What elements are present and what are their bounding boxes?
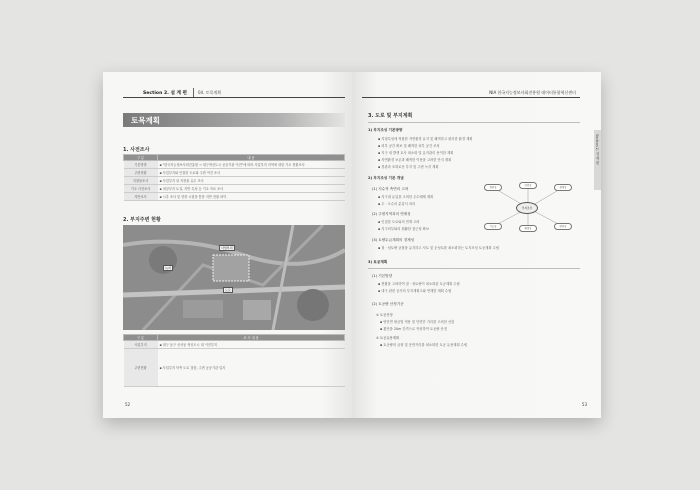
- sub2a-heading: (1) 지수적 측면의 고려: [372, 187, 409, 191]
- sub3a-heading: (1) 기본방향: [372, 274, 393, 278]
- table-cell-value: ▪ 사업부지 북측 도로 접함, 주변 공공기관 입지: [158, 349, 345, 387]
- right-page: [352, 72, 601, 418]
- list-item: ▪ 인접한 도로와의 연계 고려: [378, 220, 420, 224]
- sub2c-heading: (3) 토량수급계획의 경제성: [372, 238, 415, 242]
- list-item: ▪ 횡단을 20m 간격으로 작성하여 토공량 산정: [380, 327, 447, 331]
- table-cell-key: 주변현황: [124, 169, 158, 177]
- table-row: [124, 193, 345, 201]
- table2-header-category: 구 분: [124, 335, 158, 341]
- table-cell-value: ▪ 대상부지 토질, 지반 특성 등 기초 자료 조사: [158, 185, 345, 193]
- table-cell-value: ▪ 사업부지와 인접한 도로와 주변 여건 조사: [158, 169, 345, 177]
- table-cell-key: 사업부지: [124, 341, 158, 349]
- diagram-node: 경제성: [554, 184, 572, 191]
- header-organization: NIA 한국지능정보사회진흥원 데이터통합혁신센터: [489, 90, 576, 95]
- map-label-site: 사업부지: [221, 246, 233, 250]
- list-item: ▪ 자연환경 보존과 쾌적한 이용을 고려한 단지 계획: [378, 158, 452, 162]
- page-number-left: 52: [125, 402, 131, 407]
- table-cell-key: 기초 사전조사: [124, 185, 158, 193]
- side-tab-label: Section 2. 설 계 편: [595, 134, 599, 165]
- table1-header-content: 내 용: [158, 155, 345, 161]
- table-cell-key: 지장물조사: [124, 177, 158, 185]
- list-item: ▪ 지구 내 발생 토사 최소화 및 유지관리 용이한 계획: [378, 151, 454, 155]
- diagram-node: 안전성: [519, 182, 537, 189]
- header-divider: [193, 88, 194, 97]
- list-item: ▪ 우 · 오수의 분류식 처리: [378, 202, 416, 206]
- table-cell-key: 주변현황: [124, 349, 158, 387]
- diagram-node: 환경성: [519, 225, 537, 232]
- sub2-heading: 2) 부지조성 기본 개념: [368, 176, 404, 180]
- divider: [368, 268, 580, 269]
- map-label-road: 도로: [225, 288, 231, 292]
- table-row: [124, 341, 345, 349]
- diagram-center-node: 부지조성: [516, 202, 538, 214]
- list-item: ▪ 외부 공간 확보 및 쾌적한 외부 공간 조성: [378, 144, 440, 148]
- list-item: ▪ 지형특성에 적합한 자연환경 유지 및 쾌적하고 편리한 환경 계획: [378, 137, 473, 141]
- section-side-tab: [594, 130, 601, 190]
- list-item: ▪ 토공량의 균형 및 운반거리를 최소화한 토공 유용계획 수립: [380, 343, 468, 347]
- table-cell-value: ▪ "한국지능정보사회진흥원 → 대구혁신도시 공공기관 이전"에 따라 사업부지 지역에 대한 기초 현황조사: [158, 161, 345, 169]
- sub3-heading: 3) 토공계획: [368, 260, 388, 264]
- list-item: ▪ 현황을 고려하여 절 · 성토량이 최소화된 토공계획 수립: [378, 282, 460, 286]
- table-cell-value: ▪ 시추 조사 및 현장 시험을 통한 지반 현황 파악: [158, 193, 345, 201]
- pre-survey-table: [123, 154, 345, 201]
- site-survey-table: [123, 334, 345, 387]
- section1-heading: 1. 사전조사: [123, 147, 150, 153]
- table2-header-content: 조 사 내 용: [158, 335, 345, 341]
- site-aerial-map: [123, 225, 345, 330]
- chapter-title-banner: [123, 113, 345, 127]
- page-number-right: 53: [581, 402, 587, 407]
- table-row: [124, 169, 345, 177]
- table-row: [124, 177, 345, 185]
- divider: [368, 122, 580, 123]
- list-item: ▪ 양단면 평균법 적용 및 단면간 거리를 고려한 산출: [380, 320, 455, 324]
- aerial-photo-graphic: [123, 225, 345, 330]
- sub3b2-heading: ② 토공유용계획: [376, 336, 400, 340]
- table-row: [124, 161, 345, 169]
- sub3b-heading: (2) 토공량 산정기준: [372, 302, 404, 306]
- book-spread: [103, 72, 601, 418]
- table-row: [124, 185, 345, 193]
- map-label-green: 녹지: [165, 266, 171, 270]
- sub2b-heading: (2) 주변지역과의 연계성: [372, 212, 411, 216]
- list-item: ▪ 지구외부와의 원활한 접근성 확보: [378, 227, 430, 231]
- section3-heading: 3. 도로 및 부지계획: [368, 113, 413, 119]
- diagram-node: 편리성: [554, 223, 572, 230]
- list-item: ▪ 절 · 성토량 균형을 유지하고 사토 및 순성토를 최소화하는 토지조성 토공계획 수립: [378, 246, 499, 250]
- left-page-header: [123, 88, 345, 98]
- header-section-label: Section 2. 설 계 편: [143, 91, 187, 96]
- diagram-node: 경관성: [484, 184, 502, 191]
- table-cell-value: ▪ 대구 동구 신서동 혁신도시 내 이전부지: [158, 341, 345, 349]
- section2-heading: 2. 부지주변 현황: [123, 217, 161, 223]
- list-item: ▪ 지구내 유입을 고려한 우수배제 계획: [378, 195, 434, 199]
- right-page-header: [362, 88, 580, 98]
- table-cell-key: 지반조사: [124, 193, 158, 201]
- site-concept-diagram: [482, 180, 574, 234]
- table-cell-value: ▪ 사업부지 내 지장물 유무 조사: [158, 177, 345, 185]
- sub3b1-heading: ① 토공산정: [376, 313, 393, 317]
- table-row: [124, 349, 345, 387]
- sub1-heading: 1) 부지조성 기본방향: [368, 128, 403, 132]
- header-subsection-label: 04. 토목계획: [198, 90, 222, 95]
- left-page: [103, 72, 352, 418]
- table-cell-key: 기본방향: [124, 161, 158, 169]
- list-item: ▪ 대구 관련 공사의 부지계획고와 연계한 계획 수립: [378, 289, 452, 293]
- diagram-node: 기능성: [484, 223, 502, 230]
- list-item: ▪ 경관과 조화로운 부지 및 주변 녹지 계획: [378, 165, 439, 169]
- table1-header-category: 구 분: [124, 155, 158, 161]
- chapter-title: 토목계획: [131, 116, 160, 125]
